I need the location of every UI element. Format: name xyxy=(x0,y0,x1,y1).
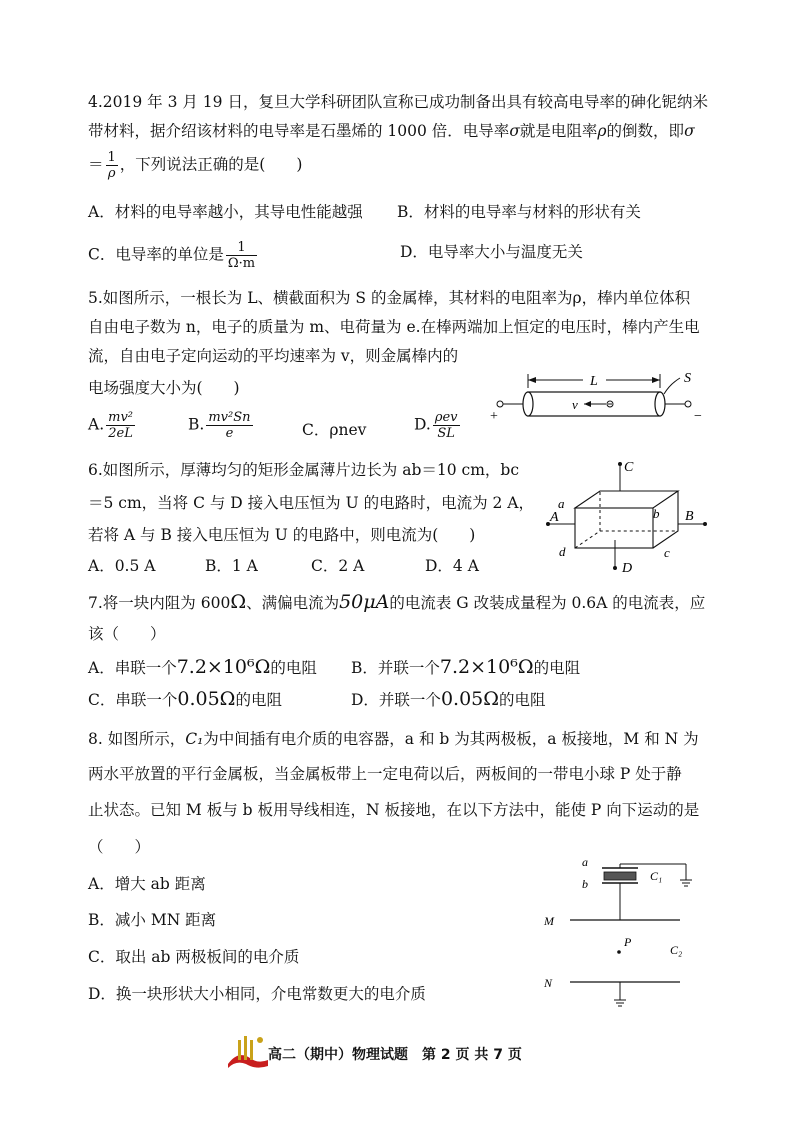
q4-line2-text: 带材料，据介绍该材料的电导率是石墨烯的 1000 倍．电导率 xyxy=(88,122,510,140)
full-scale-current: 50μA xyxy=(339,591,390,613)
q8-option-b: B．减小 MN 距离 xyxy=(88,911,217,929)
sigma-symbol: σ xyxy=(509,122,520,140)
plate-a-label: a xyxy=(582,855,588,869)
corner-c-label: c xyxy=(664,545,670,560)
capacitor-c1-symbol: C₁ xyxy=(185,730,204,748)
plus-terminal: + xyxy=(490,409,498,424)
option-label: D. xyxy=(414,415,431,434)
frac-num: 1 xyxy=(107,150,116,165)
plate-n-label: N xyxy=(544,976,553,990)
q4-line3-text: ，下列说法正确的是( ) xyxy=(119,155,303,174)
point-a-label: A xyxy=(550,510,559,525)
q4-option-c-fraction xyxy=(226,240,257,271)
option-value: 0.05Ω xyxy=(440,688,499,710)
page-footer: 高二（期中）物理试题 第 2 页 共 7 页 xyxy=(268,1047,522,1063)
ball-p-label: P xyxy=(624,935,632,949)
q4-line2 xyxy=(88,121,695,141)
q4-line2-text-c: 的倒数，即 xyxy=(606,122,685,140)
q6-line1: 6.如图所示，厚薄均匀的矩形金属薄片边长为 ab＝10 cm，bc xyxy=(88,461,520,479)
capacitor-circuit-diagram xyxy=(540,830,710,1020)
q6-option-d: D．4 A xyxy=(425,557,479,575)
q7-line1 xyxy=(88,592,705,613)
option-value: 7.2×10⁶Ω xyxy=(439,656,534,678)
q7-option-b xyxy=(351,657,580,678)
q5-line1: 5.如图所示，一根长为 L、横截面积为 S 的金属棒，其材料的电阻率为ρ，棒内单位体积 xyxy=(88,289,691,307)
corner-a-label: a xyxy=(558,496,565,511)
frac-den: Ω·m xyxy=(227,256,256,271)
minus-terminal: − xyxy=(694,409,702,424)
q7-option-d xyxy=(351,689,546,710)
q4-option-c xyxy=(88,240,259,271)
q4-line3 xyxy=(88,150,302,181)
q5-option-b xyxy=(188,410,255,441)
point-b-label: B xyxy=(685,509,694,524)
ohm-symbol: Ω xyxy=(230,591,247,613)
q5-option-b-fraction xyxy=(206,410,252,441)
q8-option-d: D．换一块形状大小相同，介电常数更大的电介质 xyxy=(88,985,426,1003)
rho-symbol: ρ xyxy=(597,122,607,140)
q5-line4: 电场强度大小为( ) xyxy=(88,379,240,397)
q7-line1-text: 7.将一块内阻为 600 xyxy=(88,594,231,612)
q8-line3: 止状态。已知 M 板与 b 板用导线相连，N 板接地，在以下方法中，能使 P 向下运动的是 xyxy=(88,801,700,819)
option-prefix: C．串联一个 xyxy=(88,691,178,709)
length-label: L xyxy=(590,374,598,389)
q4-option-c-text: C．电导率的单位是 xyxy=(88,245,224,264)
corner-d-label: d xyxy=(559,544,566,559)
q7-line1-text-c: 的电流表 G 改装成量程为 0.6A 的电流表，应 xyxy=(389,594,706,612)
q8-line1 xyxy=(88,729,699,749)
point-d-label: D xyxy=(622,561,633,576)
q4-option-b: B．材料的电导率与材料的形状有关 xyxy=(397,203,641,221)
q5-option-c: C．ρnev xyxy=(302,421,367,439)
q4-option-a: A．材料的电导率越小，其导电性能越强 xyxy=(88,203,363,221)
option-suffix: 的电阻 xyxy=(270,659,317,677)
metal-rod-diagram xyxy=(488,366,718,424)
frac-den: SL xyxy=(437,426,455,441)
option-suffix: 的电阻 xyxy=(499,691,546,709)
q4-option-d: D．电导率大小与温度无关 xyxy=(400,243,583,261)
q6-option-a: A．0.5 A xyxy=(88,557,156,575)
option-suffix: 的电阻 xyxy=(235,691,282,709)
q6-option-c: C．2 A xyxy=(311,557,365,575)
plate-m-label: M xyxy=(544,914,554,928)
q7-option-a xyxy=(88,657,317,678)
metal-sheet-diagram xyxy=(540,456,715,578)
frac-den: e xyxy=(225,426,234,441)
option-label: B. xyxy=(188,415,205,434)
q5-option-d-fraction xyxy=(433,410,460,441)
frac-num: mv²Sn xyxy=(208,410,251,425)
frac-num: mv² xyxy=(108,410,134,425)
frac-den: 2eL xyxy=(108,426,133,441)
frac-num: 1 xyxy=(226,240,257,256)
area-label: S xyxy=(684,371,691,386)
q8-line1-text: 8. 如图所示， xyxy=(88,730,186,748)
q4-line2-text-b: 就是电阻率 xyxy=(519,122,598,140)
q8-line1-text-b: 为中间插有电介质的电容器，a 和 b 为其两极板，a 板接地，M 和 N 为 xyxy=(203,730,699,748)
q5-option-d xyxy=(414,410,462,441)
q4-fraction xyxy=(106,150,118,181)
plate-b-label: b xyxy=(582,877,588,891)
q5-option-a-fraction xyxy=(106,410,135,441)
q5-line2: 自由电子数为 n，电子的质量为 m、电荷量为 e.在棒两端加上恒定的电压时，棒内产生电 xyxy=(88,318,700,336)
q8-option-c: C．取出 ab 两极板间的电介质 xyxy=(88,948,300,966)
q8-line4: （ ） xyxy=(88,838,151,856)
q8-option-a: A．增大 ab 距离 xyxy=(88,875,206,893)
q7-line1-text-b: 、满偏电流为 xyxy=(246,594,340,612)
option-prefix: A．串联一个 xyxy=(88,659,177,677)
option-suffix: 的电阻 xyxy=(533,659,581,677)
frac-den: ρ xyxy=(107,166,116,181)
q5-line3: 流，自由电子定向运动的平均速率为 v，则金属棒内的 xyxy=(88,347,459,365)
q7-line2: 该（ ） xyxy=(88,625,166,643)
q8-line2: 两水平放置的平行金属板，当金属板带上一定电荷以后，两板间的一带电小球 P 处于静 xyxy=(88,765,682,783)
q5-option-a xyxy=(88,410,137,441)
capacitor-c2-label: C₂ xyxy=(670,943,683,957)
q7-option-c xyxy=(88,689,282,710)
q6-line3: 若将 A 与 B 接入电压恒为 U 的电路中，则电流为( ) xyxy=(88,526,476,544)
sigma-symbol-2: σ xyxy=(684,122,695,140)
corner-b-label: b xyxy=(653,506,660,521)
equals-sign: ＝ xyxy=(88,155,104,174)
option-prefix: B．并联一个 xyxy=(351,659,440,677)
option-label: A. xyxy=(88,415,105,434)
frac-num: ρev xyxy=(434,410,458,425)
option-value: 0.05Ω xyxy=(177,688,236,710)
capacitor-c1-label: C₁ xyxy=(650,869,663,883)
q4-line1: 4.2019 年 3 月 19 日，复旦大学科研团队宣称已成功制备出具有较高电导率的砷化铌纳米 xyxy=(88,93,708,111)
school-logo-icon xyxy=(226,1030,270,1070)
option-value: 7.2×10⁶Ω xyxy=(176,656,271,678)
option-prefix: D．并联一个 xyxy=(351,691,441,709)
point-c-label: C xyxy=(624,460,634,475)
q6-option-b: B．1 A xyxy=(205,557,258,575)
q6-line2: ＝5 cm，当将 C 与 D 接入电压恒为 U 的电路时，电流为 2 A， xyxy=(88,494,534,512)
velocity-label: v xyxy=(572,397,578,412)
